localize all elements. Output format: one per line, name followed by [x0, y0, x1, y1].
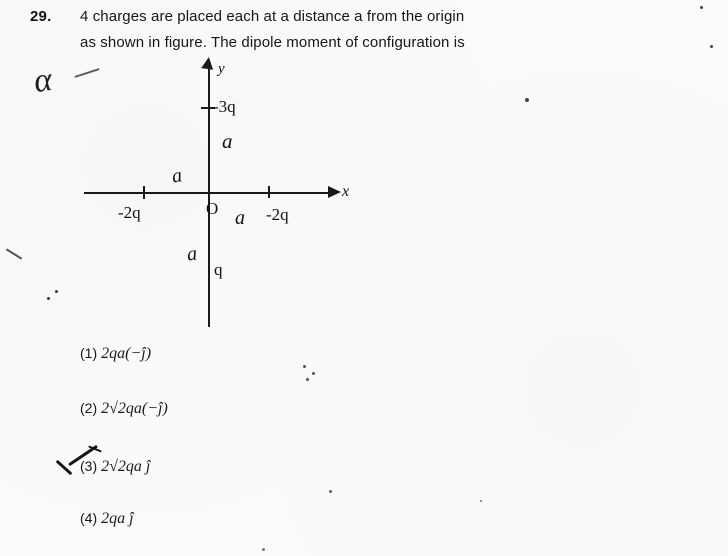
y-axis-line: [208, 65, 210, 327]
x-axis-label: x: [342, 183, 350, 200]
tick-mark-left: [143, 186, 145, 199]
option-1-expression: 2qa(−ĵ): [101, 345, 152, 362]
margin-pen-mark: [6, 248, 22, 259]
charge-configuration-figure: [70, 55, 360, 335]
x-axis-line: [84, 192, 334, 194]
option-2-expression: 2√2qa(−ĵ): [101, 400, 168, 417]
option-4-number: (4): [80, 510, 98, 526]
ink-speck: [480, 500, 482, 502]
option-1[interactable]: [80, 345, 151, 363]
option-3-number: (3): [80, 458, 98, 474]
handwritten-checkmark-icon: [52, 446, 100, 484]
charge-label-top: -3q: [213, 97, 236, 116]
charge-label-right: -2q: [266, 205, 289, 224]
distance-label-top: a: [222, 129, 233, 153]
x-axis-arrow-icon: [328, 186, 341, 198]
ink-speck: [312, 372, 315, 375]
ink-speck: [710, 45, 713, 48]
option-2-number: (2): [80, 400, 98, 416]
ink-speck: [303, 365, 306, 368]
charge-label-left: -2q: [118, 203, 141, 222]
y-axis-arrow-icon: [201, 56, 215, 70]
charge-label-bottom: q: [214, 260, 223, 279]
question-number: 29.: [30, 8, 52, 25]
distance-label-bottom: a: [185, 242, 199, 266]
option-2[interactable]: [80, 400, 168, 418]
ink-speck: [55, 290, 58, 293]
ink-speck: [262, 548, 265, 551]
ink-speck: [306, 378, 309, 381]
option-4-expression: 2qa ĵ: [101, 510, 134, 527]
question-text-line-1: 4 charges are placed each at a distance a from the origin: [80, 8, 465, 25]
distance-label-left: a: [170, 164, 184, 188]
option-1-number: (1): [80, 345, 98, 361]
option-4[interactable]: [80, 510, 134, 528]
tick-mark-right: [268, 186, 270, 198]
distance-label-right: a: [235, 207, 245, 229]
y-axis-label: y: [218, 61, 225, 77]
handwritten-alpha-mark: α: [31, 60, 55, 101]
ink-speck: [47, 297, 50, 300]
ink-speck: [700, 6, 703, 9]
origin-label: O: [206, 199, 219, 218]
ink-speck: [525, 98, 529, 102]
option-3-expression: 2√2qa ĵ: [101, 458, 151, 475]
ink-speck: [329, 490, 332, 493]
question-text-line-2: as shown in figure. The dipole moment of configuration is: [80, 34, 465, 51]
